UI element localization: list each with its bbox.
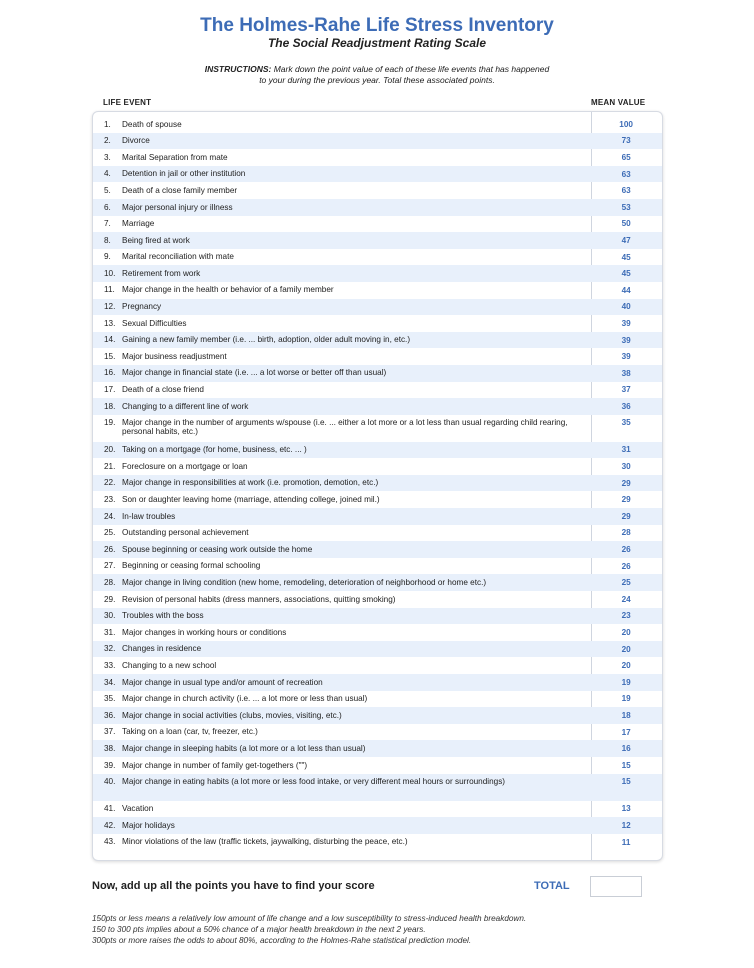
table-row	[93, 116, 662, 133]
event-value: 100	[619, 119, 633, 129]
event-cell	[93, 508, 590, 525]
event-value: 44	[621, 285, 631, 295]
event-number: 37.	[104, 727, 116, 737]
event-number: 1.	[104, 119, 111, 129]
event-text: Pregnancy	[122, 302, 162, 312]
event-value: 26	[621, 545, 631, 555]
event-value: 35	[621, 417, 631, 427]
event-number: 30.	[104, 611, 116, 621]
event-value: 47	[621, 235, 631, 245]
event-number: 3.	[104, 152, 111, 162]
table-row	[93, 817, 662, 834]
event-text: Major change in usual type and/or amount of recreation	[122, 677, 323, 687]
event-value: 26	[621, 561, 631, 571]
instructions-line1: Mark down the point value of each of these life events that has happened	[271, 64, 550, 74]
event-number: 26.	[104, 544, 116, 554]
event-value: 19	[621, 677, 631, 687]
events-rows	[93, 116, 662, 850]
event-cell	[93, 332, 590, 349]
event-text: Changing to a different line of work	[122, 401, 249, 411]
event-text: Death of a close friend	[122, 385, 204, 395]
table-row	[93, 834, 662, 851]
event-text: Major change in sleeping habits (a lot more or a lot less than usual)	[122, 743, 366, 753]
event-text: Sexual Difficulties	[122, 318, 187, 328]
event-text: Being fired at work	[122, 235, 190, 245]
table-row	[93, 774, 662, 801]
event-number: 7.	[104, 219, 111, 229]
table-row	[93, 541, 662, 558]
score-note: 300pts or more raises the odds to about 80%, according to the Holmes-Rahe statistical prediction model.	[92, 935, 472, 945]
event-number: 9.	[104, 252, 111, 262]
table-row	[93, 415, 662, 442]
event-number: 25.	[104, 528, 116, 538]
event-cell	[93, 834, 590, 851]
total-label: TOTAL	[534, 880, 570, 892]
table-row	[93, 757, 662, 774]
event-number: 14.	[104, 335, 116, 345]
event-value: 19	[621, 694, 631, 704]
event-text: Major personal injury or illness	[122, 202, 233, 212]
event-value: 53	[621, 202, 631, 212]
event-value: 17	[621, 727, 631, 737]
event-value: 20	[621, 661, 631, 671]
event-text: Marital reconciliation with mate	[122, 252, 234, 262]
event-cell	[93, 641, 590, 658]
table-row	[93, 707, 662, 724]
event-number: 11.	[104, 285, 115, 295]
table-row	[93, 657, 662, 674]
event-text: Son or daughter leaving home (marriage, attending college, joined mil.)	[122, 495, 380, 505]
event-value: 63	[621, 186, 631, 196]
event-cell	[93, 149, 590, 166]
event-number: 8.	[104, 235, 111, 245]
event-number: 28.	[104, 577, 116, 587]
event-cell	[93, 365, 590, 382]
table-row	[93, 365, 662, 382]
event-cell	[93, 166, 590, 183]
score-notes	[92, 914, 526, 946]
event-number: 19.	[104, 417, 116, 427]
event-text: Major business readjustment	[122, 351, 227, 361]
event-cell	[93, 348, 590, 365]
table-row	[93, 232, 662, 249]
event-text: Changing to a new school	[122, 660, 217, 670]
table-row	[93, 740, 662, 757]
event-cell	[93, 282, 590, 299]
event-value: 29	[621, 511, 631, 521]
event-value: 18	[621, 710, 631, 720]
event-number: 18.	[104, 401, 116, 411]
event-number: 27.	[104, 561, 116, 571]
event-number: 13.	[104, 318, 116, 328]
event-cell	[93, 382, 590, 399]
table-row	[93, 591, 662, 608]
event-value: 20	[621, 628, 631, 638]
event-text: Revision of personal habits (dress manners, associations, quitting smoking)	[122, 594, 396, 604]
event-value: 39	[621, 352, 631, 362]
event-number: 10.	[104, 268, 116, 278]
event-number: 39.	[104, 760, 116, 770]
event-cell	[93, 491, 590, 508]
event-cell	[93, 199, 590, 216]
event-number: 12.	[104, 302, 116, 312]
table-row	[93, 558, 662, 575]
table-row	[93, 508, 662, 525]
event-number: 29.	[104, 594, 116, 604]
event-value: 65	[621, 152, 631, 162]
event-text: Major change in living condition (new home, remodeling, deterioration of neighborhood or home etc.)	[122, 577, 487, 587]
table-row	[93, 398, 662, 415]
event-value: 13	[621, 804, 631, 814]
table-row	[93, 348, 662, 365]
event-text: Beginning or ceasing formal schooling	[122, 561, 261, 571]
event-number: 24.	[104, 511, 116, 521]
event-number: 42.	[104, 820, 116, 830]
page-title: The Holmes-Rahe Life Stress Inventory	[200, 15, 554, 36]
event-cell	[93, 724, 590, 741]
table-row	[93, 574, 662, 591]
table-row	[93, 182, 662, 199]
event-value: 73	[621, 136, 631, 146]
event-cell	[93, 458, 590, 475]
score-note: 150pts or less means a relatively low amount of life change and a low susceptibility to stress-induced health breakdown.	[92, 914, 527, 923]
event-value: 50	[621, 219, 631, 229]
table-row	[93, 674, 662, 691]
event-cell	[93, 398, 590, 415]
score-note: 150 to 300 pts implies about a 50% chance of a major health breakdown in the next 2 years.	[92, 924, 426, 934]
instructions	[0, 64, 754, 86]
table-row	[93, 166, 662, 183]
event-text: Major change in church activity (i.e. ... a lot more or less than usual)	[122, 694, 368, 704]
event-value: 30	[621, 462, 631, 472]
event-value: 15	[621, 776, 631, 786]
event-number: 21.	[104, 461, 116, 471]
event-value: 37	[621, 385, 631, 395]
event-text: Gaining a new family member (i.e. ... birth, adoption, older adult moving in, etc.)	[122, 335, 411, 345]
table-row	[93, 332, 662, 349]
event-cell	[93, 442, 590, 459]
table-row	[93, 724, 662, 741]
event-cell	[93, 774, 590, 801]
event-cell	[93, 133, 590, 150]
event-text: Major change in eating habits (a lot more or less food intake, or very different meal hours or surroundings)	[122, 776, 506, 786]
event-value: 40	[621, 302, 631, 312]
event-text: Major change in financial state (i.e. ... a lot worse or better off than usual)	[122, 368, 387, 378]
event-cell	[93, 299, 590, 316]
event-cell	[93, 265, 590, 282]
event-cell	[93, 674, 590, 691]
event-cell	[93, 691, 590, 708]
table-row	[93, 624, 662, 641]
event-text: Taking on a loan (car, tv, freezer, etc.)	[122, 727, 258, 737]
event-cell	[93, 707, 590, 724]
event-value: 63	[621, 169, 631, 179]
event-cell	[93, 657, 590, 674]
table-row	[93, 491, 662, 508]
event-cell	[93, 801, 590, 818]
event-text: Outstanding personal achievement	[122, 528, 249, 538]
event-cell	[93, 740, 590, 757]
event-cell	[93, 591, 590, 608]
event-value: 16	[621, 744, 631, 754]
total-input[interactable]	[590, 876, 642, 897]
instructions-label: INSTRUCTIONS:	[204, 64, 272, 74]
event-value: 39	[621, 335, 631, 345]
event-value: 45	[621, 252, 631, 262]
event-text: Marital Separation from mate	[122, 152, 228, 162]
event-cell	[93, 541, 590, 558]
event-cell	[93, 475, 590, 492]
event-value: 45	[621, 269, 631, 279]
event-text: Detention in jail or other institution	[122, 169, 246, 179]
event-cell	[93, 574, 590, 591]
event-number: 33.	[104, 660, 116, 670]
event-cell	[93, 817, 590, 834]
table-row	[93, 265, 662, 282]
event-cell	[93, 757, 590, 774]
event-value: 24	[621, 594, 631, 604]
event-text: Major changes in working hours or conditions	[122, 627, 287, 637]
table-row	[93, 299, 662, 316]
event-number: 34.	[104, 677, 116, 687]
event-text: Death of spouse	[122, 119, 182, 129]
table-row	[93, 315, 662, 332]
event-text: Foreclosure on a mortgage or loan	[122, 461, 248, 471]
table-row	[93, 641, 662, 658]
event-cell	[93, 558, 590, 575]
table-row	[93, 801, 662, 818]
table-row	[93, 691, 662, 708]
event-text: Retirement from work	[122, 268, 201, 278]
table-row	[93, 442, 662, 459]
event-value: 39	[621, 318, 631, 328]
event-number: 36.	[104, 710, 116, 720]
event-cell	[93, 415, 590, 442]
event-text: Major change in the number of arguments w/spouse (i.e. ... either a lot more or a lot less than usual regarding child rearing, personal habits, etc.)	[122, 417, 568, 437]
event-number: 15.	[104, 351, 116, 361]
event-value: 36	[621, 401, 631, 411]
event-text: Major change in number of family get-togethers ("")	[122, 760, 308, 770]
event-value: 38	[621, 368, 631, 378]
event-value: 15	[621, 760, 631, 770]
event-number: 40.	[104, 776, 116, 786]
event-value: 20	[621, 644, 631, 654]
instructions-line2: to your during the previous year. Total these associated points.	[259, 75, 495, 85]
event-text: Death of a close family member	[122, 185, 238, 195]
event-text: Changes in residence	[122, 644, 202, 654]
event-text: Troubles with the boss	[122, 611, 204, 621]
table-row	[93, 216, 662, 233]
event-text: Minor violations of the law (traffic tickets, jaywalking, disturbing the peace, etc.)	[122, 837, 408, 847]
event-cell	[93, 216, 590, 233]
table-row	[93, 199, 662, 216]
event-value: 23	[621, 611, 631, 621]
event-text: Spouse beginning or ceasing work outside the home	[122, 544, 313, 554]
event-cell	[93, 116, 590, 133]
event-cell	[93, 608, 590, 625]
table-row	[93, 458, 662, 475]
event-text: In-law troubles	[122, 511, 176, 521]
event-number: 17.	[104, 385, 116, 395]
event-cell	[93, 182, 590, 199]
event-number: 22.	[104, 478, 116, 488]
table-row	[93, 475, 662, 492]
event-value: 25	[621, 578, 631, 588]
event-number: 2.	[104, 136, 111, 146]
event-text: Marriage	[122, 219, 155, 229]
event-cell	[93, 249, 590, 266]
event-value: 28	[621, 528, 631, 538]
page-subtitle: The Social Readjustment Rating Scale	[267, 36, 487, 50]
event-text: Major change in social activities (clubs, movies, visiting, etc.)	[122, 710, 342, 720]
event-cell	[93, 624, 590, 641]
table-row	[93, 608, 662, 625]
event-value: 12	[621, 820, 631, 830]
events-table	[92, 111, 663, 861]
table-row	[93, 249, 662, 266]
table-row	[93, 282, 662, 299]
event-number: 5.	[104, 185, 111, 195]
event-value: 11	[621, 837, 631, 847]
event-cell	[93, 315, 590, 332]
event-cell	[93, 232, 590, 249]
event-number: 35.	[104, 694, 116, 704]
event-number: 38.	[104, 743, 116, 753]
event-number: 43.	[104, 837, 116, 847]
event-number: 41.	[104, 804, 116, 814]
event-number: 20.	[104, 445, 116, 455]
event-number: 16.	[104, 368, 116, 378]
event-text: Major change in the health or behavior of a family member	[122, 285, 334, 295]
event-value: 29	[621, 478, 631, 488]
event-number: 31.	[104, 627, 116, 637]
event-number: 23.	[104, 495, 116, 505]
table-row	[93, 133, 662, 150]
event-value: 29	[621, 495, 631, 505]
total-prompt: Now, add up all the points you have to find your score	[92, 880, 375, 892]
table-row	[93, 525, 662, 542]
table-row	[93, 149, 662, 166]
column-header-event: LIFE EVENT	[103, 98, 152, 107]
event-number: 4.	[104, 169, 111, 179]
column-header-value: MEAN VALUE	[591, 98, 646, 107]
event-number: 6.	[104, 202, 111, 212]
event-text: Major holidays	[122, 820, 175, 830]
event-text: Divorce	[122, 136, 150, 146]
event-text: Major change in responsibilities at work (i.e. promotion, demotion, etc.)	[122, 478, 379, 488]
table-row	[93, 382, 662, 399]
event-value: 31	[621, 445, 631, 455]
event-cell	[93, 525, 590, 542]
event-text: Vacation	[122, 804, 154, 814]
event-text: Taking on a mortgage (for home, business, etc. ... )	[122, 445, 307, 455]
event-number: 32.	[104, 644, 116, 654]
